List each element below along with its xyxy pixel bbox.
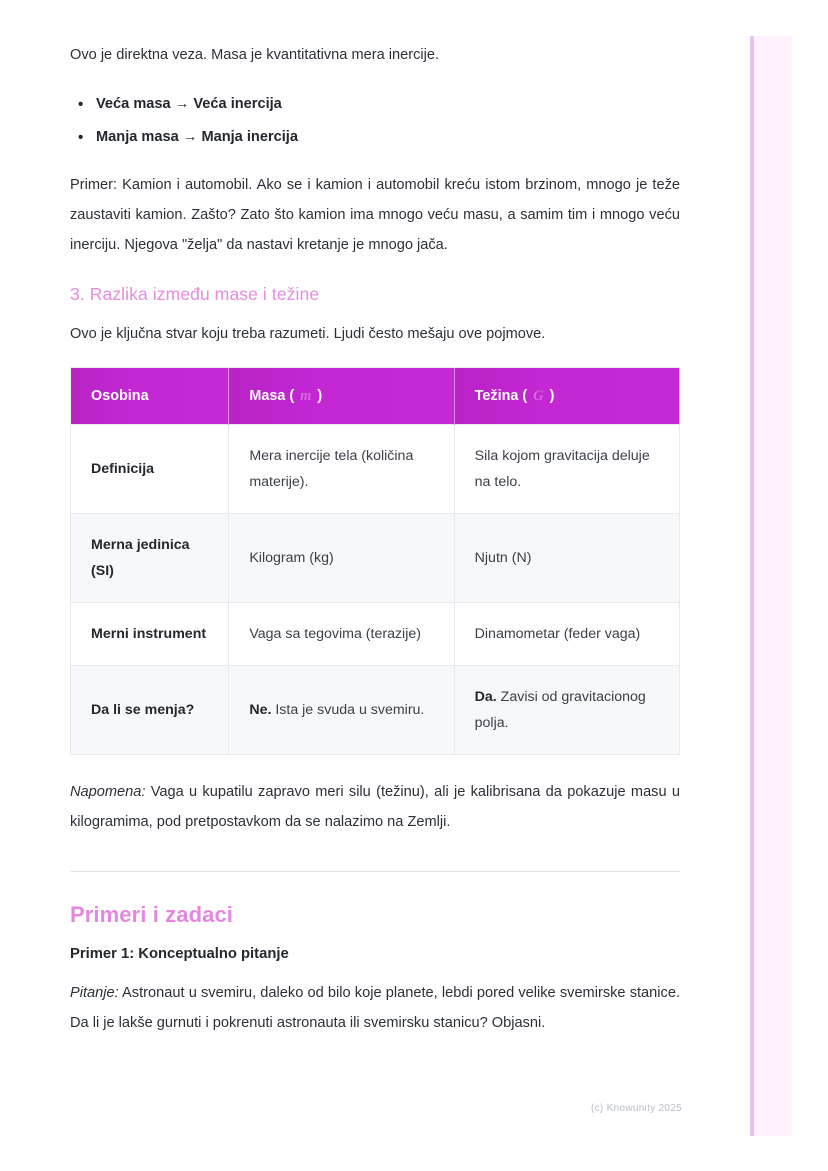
weight-symbol: G xyxy=(533,388,544,404)
mass-symbol: m xyxy=(300,388,312,404)
examples-heading: Primeri i zadaci xyxy=(70,902,234,927)
table-header-row xyxy=(71,368,680,425)
table-row xyxy=(71,514,680,603)
cell-weight: Sila kojom gravitacija deluje na telo. xyxy=(454,425,679,514)
cell-mass: Mera inercije tela (količina materije). xyxy=(229,425,454,514)
section3-intro-paragraph: Ovo je ključna stvar koju treba razumeti. Ljudi često mešaju ove pojmove. xyxy=(70,326,546,342)
intro-lead-paragraph: Ovo je direktna veza. Masa je kvantitativna mera inercije. xyxy=(70,47,440,63)
cell-mass: Ne. Ista je svuda u svemiru. xyxy=(229,666,454,755)
cell-emphasis: Ne. xyxy=(249,702,272,718)
mass-weight-comparison-table xyxy=(70,367,680,755)
section-divider xyxy=(70,871,680,872)
example-1-question: Pitanje: Astronaut u svemiru, daleko od bilo koje planete, lebdi pored velike svemirske stanice. Da li je lakše gurnuti i pokrenuti astronauta ili svemirsku stanicu? Objasni. xyxy=(70,985,680,1031)
row-label: Da li se menja? xyxy=(71,666,229,755)
cell-emphasis: Da. xyxy=(474,689,497,705)
table-row xyxy=(71,666,680,755)
right-decorative-panel xyxy=(750,36,792,1136)
row-label: Definicija xyxy=(71,425,229,514)
cell-weight: Da. Zavisi od gravitacionog polja. xyxy=(454,666,679,755)
truck-example-paragraph: Primer: Kamion i automobil. Ako se i kamion i automobil kreću istom brzinom, mnogo je teže zaustaviti kamion. Zašto? Zato što kamion ima mnogo veću masu, a samim tim i mnogo veću inerciju. Njegova "želja" da nastavi kretanje je mnogo jača. xyxy=(70,177,680,253)
column-header-property: Osobina xyxy=(71,368,229,425)
table-row xyxy=(71,603,680,666)
section-heading-mass-vs-weight: 3. Razlika između mase i težine xyxy=(70,284,320,304)
list-item: • Veća masa → Veća inercija xyxy=(96,88,680,121)
right-accent-bar xyxy=(750,36,754,1136)
footer-copyright: (c) Knowunity 2025 xyxy=(590,1103,682,1114)
note-paragraph: Napomena: Vaga u kupatilu zapravo meri silu (težinu), ali je kalibrisana da pokazuje masu u kilogramima, pod pretpostavkom da se nalazimo na Zemlji. xyxy=(70,784,680,830)
column-header-weight: Težina ( G ) xyxy=(454,368,679,425)
list-item: • Manja masa → Manja inercija xyxy=(96,121,680,154)
cell-mass: Vaga sa tegovima (terazije) xyxy=(229,603,454,666)
cell-weight: Njutn (N) xyxy=(454,514,679,603)
note-label: Napomena: xyxy=(70,784,146,800)
cell-mass: Kilogram (kg) xyxy=(229,514,454,603)
inertia-bullet-list xyxy=(70,88,680,154)
example-1-subheading: Primer 1: Konceptualno pitanje xyxy=(70,946,289,962)
question-label: Pitanje: xyxy=(70,985,119,1001)
column-header-mass: Masa ( m ) xyxy=(229,368,454,425)
table-row xyxy=(71,425,680,514)
cell-weight: Dinamometar (feder vaga) xyxy=(454,603,679,666)
row-label: Merni instrument xyxy=(71,603,229,666)
row-label: Merna jedinica (SI) xyxy=(71,514,229,603)
